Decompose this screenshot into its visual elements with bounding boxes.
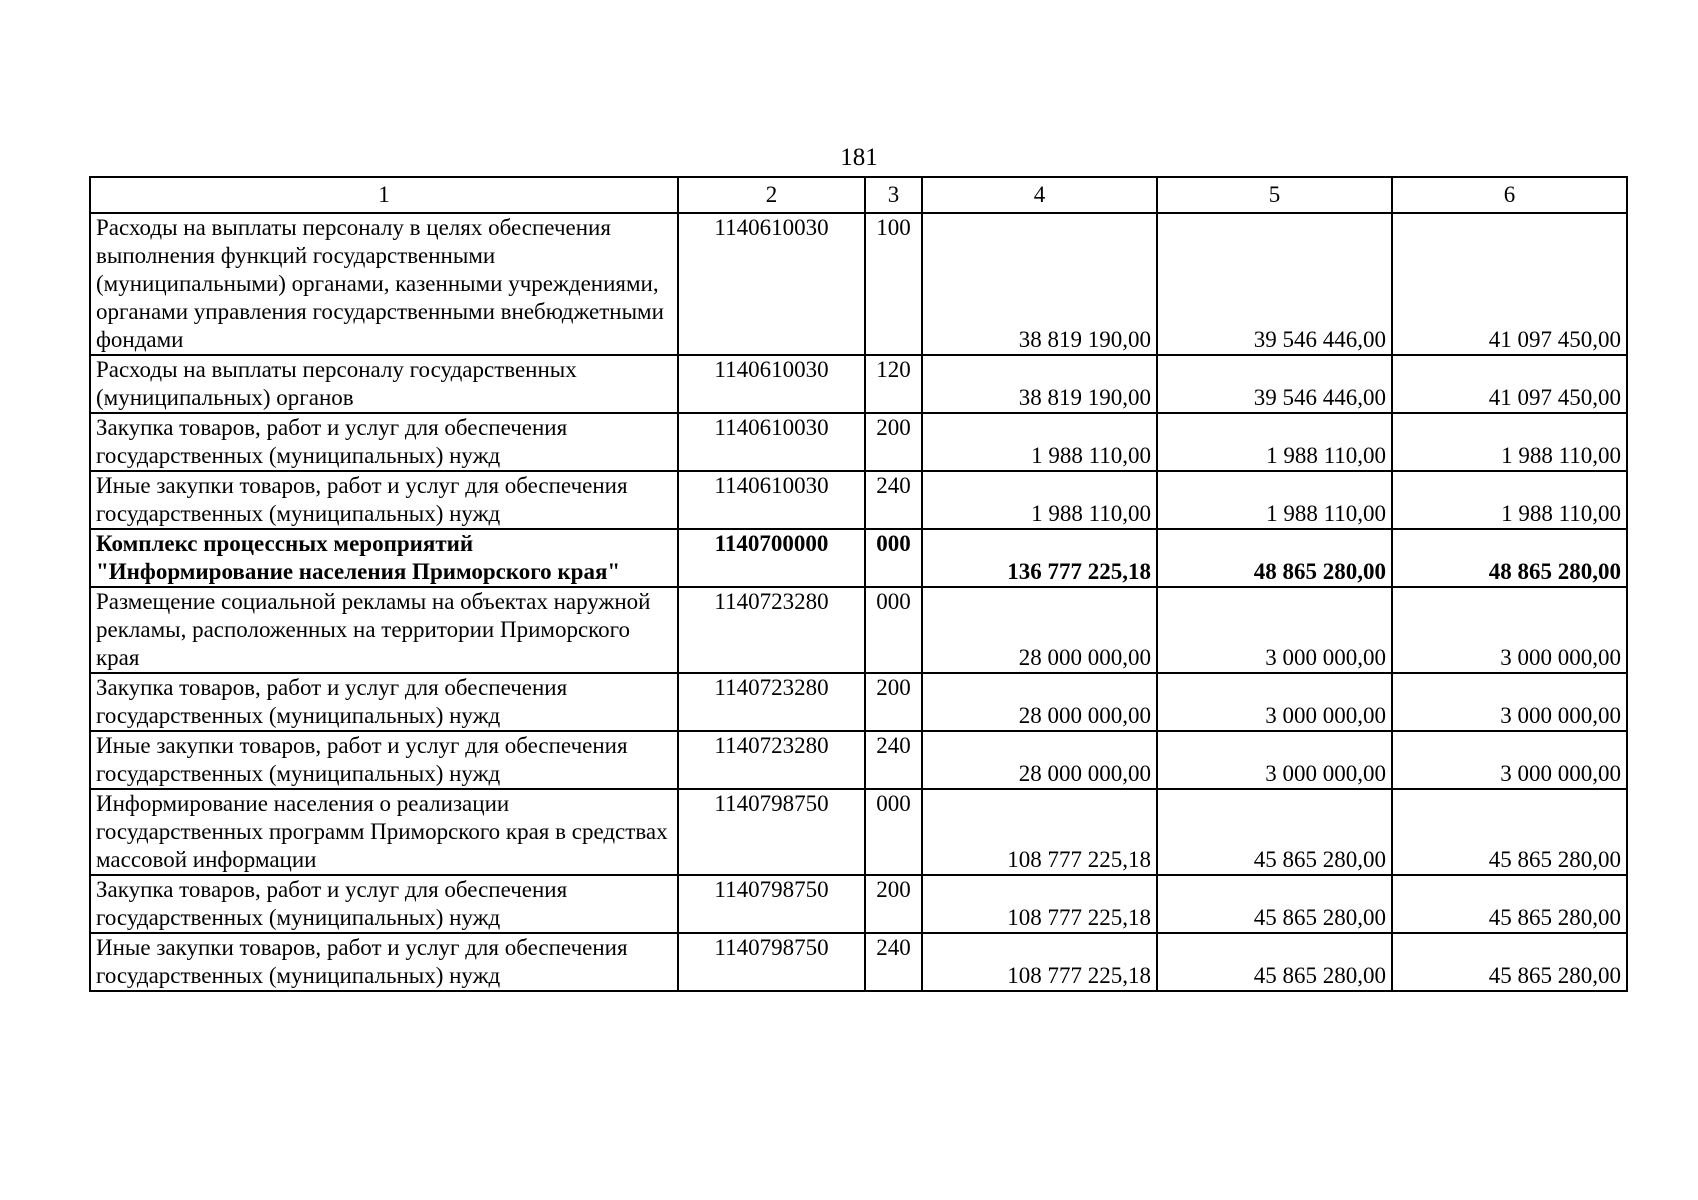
row-name: Комплекс процессных мероприятий "Информирование населения Приморского края" bbox=[90, 529, 678, 587]
row-csr-code: 1140798750 bbox=[678, 875, 865, 933]
row-amount-col6: 45 865 280,00 bbox=[1392, 875, 1627, 933]
row-name: Иные закупки товаров, работ и услуг для обеспечения государственных (муниципальных) нужд bbox=[90, 933, 678, 991]
row-vr-code: 000 bbox=[865, 529, 922, 587]
row-amount-col6: 3 000 000,00 bbox=[1392, 673, 1627, 731]
row-amount-col4: 1 988 110,00 bbox=[922, 413, 1157, 471]
column-header: 1 bbox=[90, 177, 678, 213]
row-vr-code: 240 bbox=[865, 731, 922, 789]
row-amount-col6: 3 000 000,00 bbox=[1392, 731, 1627, 789]
table-row bbox=[90, 529, 1627, 587]
row-vr-code: 200 bbox=[865, 875, 922, 933]
column-header: 5 bbox=[1157, 177, 1392, 213]
row-name: Расходы на выплаты персоналу государственных (муниципальных) органов bbox=[90, 355, 678, 413]
row-vr-code: 100 bbox=[865, 213, 922, 355]
budget-table bbox=[89, 176, 1628, 992]
row-name: Расходы на выплаты персоналу в целях обеспечения выполнения функций государственными (муниципальными) органами, казенными учреждениями, органами управления государственными внебюджетными фондами bbox=[90, 213, 678, 355]
row-amount-col4: 108 777 225,18 bbox=[922, 789, 1157, 875]
row-amount-col4: 136 777 225,18 bbox=[922, 529, 1157, 587]
row-amount-col6: 48 865 280,00 bbox=[1392, 529, 1627, 587]
table-row bbox=[90, 213, 1627, 355]
row-vr-code: 240 bbox=[865, 471, 922, 529]
row-name: Закупка товаров, работ и услуг для обеспечения государственных (муниципальных) нужд bbox=[90, 875, 678, 933]
table-row bbox=[90, 673, 1627, 731]
row-amount-col5: 3 000 000,00 bbox=[1157, 587, 1392, 673]
row-amount-col6: 1 988 110,00 bbox=[1392, 413, 1627, 471]
row-amount-col5: 39 546 446,00 bbox=[1157, 213, 1392, 355]
row-amount-col4: 38 819 190,00 bbox=[922, 355, 1157, 413]
row-amount-col6: 45 865 280,00 bbox=[1392, 789, 1627, 875]
row-amount-col5: 3 000 000,00 bbox=[1157, 673, 1392, 731]
table-row bbox=[90, 933, 1627, 991]
row-name: Размещение социальной рекламы на объектах наружной рекламы, расположенных на территории Приморского края bbox=[90, 587, 678, 673]
row-amount-col4: 1 988 110,00 bbox=[922, 471, 1157, 529]
row-vr-code: 240 bbox=[865, 933, 922, 991]
column-header: 6 bbox=[1392, 177, 1627, 213]
column-header: 2 bbox=[678, 177, 865, 213]
table-row bbox=[90, 875, 1627, 933]
column-header: 4 bbox=[922, 177, 1157, 213]
row-amount-col5: 45 865 280,00 bbox=[1157, 933, 1392, 991]
row-vr-code: 120 bbox=[865, 355, 922, 413]
row-vr-code: 200 bbox=[865, 673, 922, 731]
table-row bbox=[90, 413, 1627, 471]
row-csr-code: 1140798750 bbox=[678, 933, 865, 991]
row-amount-col5: 45 865 280,00 bbox=[1157, 789, 1392, 875]
row-vr-code: 200 bbox=[865, 413, 922, 471]
row-amount-col4: 108 777 225,18 bbox=[922, 933, 1157, 991]
row-csr-code: 1140723280 bbox=[678, 673, 865, 731]
row-amount-col4: 38 819 190,00 bbox=[922, 213, 1157, 355]
table-row bbox=[90, 789, 1627, 875]
table-row bbox=[90, 471, 1627, 529]
row-csr-code: 1140610030 bbox=[678, 471, 865, 529]
row-amount-col5: 3 000 000,00 bbox=[1157, 731, 1392, 789]
row-vr-code: 000 bbox=[865, 789, 922, 875]
row-csr-code: 1140610030 bbox=[678, 213, 865, 355]
row-amount-col5: 1 988 110,00 bbox=[1157, 471, 1392, 529]
column-header: 3 bbox=[865, 177, 922, 213]
row-amount-col4: 28 000 000,00 bbox=[922, 731, 1157, 789]
row-csr-code: 1140723280 bbox=[678, 587, 865, 673]
row-name: Иные закупки товаров, работ и услуг для обеспечения государственных (муниципальных) нужд bbox=[90, 731, 678, 789]
row-name: Иные закупки товаров, работ и услуг для обеспечения государственных (муниципальных) нужд bbox=[90, 471, 678, 529]
row-amount-col6: 41 097 450,00 bbox=[1392, 355, 1627, 413]
page-number: 181 bbox=[840, 144, 878, 171]
row-amount-col6: 41 097 450,00 bbox=[1392, 213, 1627, 355]
row-amount-col6: 45 865 280,00 bbox=[1392, 933, 1627, 991]
row-amount-col4: 28 000 000,00 bbox=[922, 673, 1157, 731]
row-vr-code: 000 bbox=[865, 587, 922, 673]
table-row bbox=[90, 731, 1627, 789]
row-amount-col5: 1 988 110,00 bbox=[1157, 413, 1392, 471]
row-csr-code: 1140723280 bbox=[678, 731, 865, 789]
table-header-row bbox=[90, 177, 1627, 213]
row-amount-col4: 28 000 000,00 bbox=[922, 587, 1157, 673]
row-name: Закупка товаров, работ и услуг для обеспечения государственных (муниципальных) нужд bbox=[90, 413, 678, 471]
row-name: Информирование населения о реализации государственных программ Приморского края в средствах массовой информации bbox=[90, 789, 678, 875]
row-csr-code: 1140610030 bbox=[678, 355, 865, 413]
row-csr-code: 1140610030 bbox=[678, 413, 865, 471]
row-csr-code: 1140798750 bbox=[678, 789, 865, 875]
row-name: Закупка товаров, работ и услуг для обеспечения государственных (муниципальных) нужд bbox=[90, 673, 678, 731]
row-amount-col6: 1 988 110,00 bbox=[1392, 471, 1627, 529]
row-amount-col4: 108 777 225,18 bbox=[922, 875, 1157, 933]
row-amount-col5: 48 865 280,00 bbox=[1157, 529, 1392, 587]
row-csr-code: 1140700000 bbox=[678, 529, 865, 587]
row-amount-col5: 45 865 280,00 bbox=[1157, 875, 1392, 933]
table-row bbox=[90, 587, 1627, 673]
table-row bbox=[90, 355, 1627, 413]
row-amount-col5: 39 546 446,00 bbox=[1157, 355, 1392, 413]
row-amount-col6: 3 000 000,00 bbox=[1392, 587, 1627, 673]
